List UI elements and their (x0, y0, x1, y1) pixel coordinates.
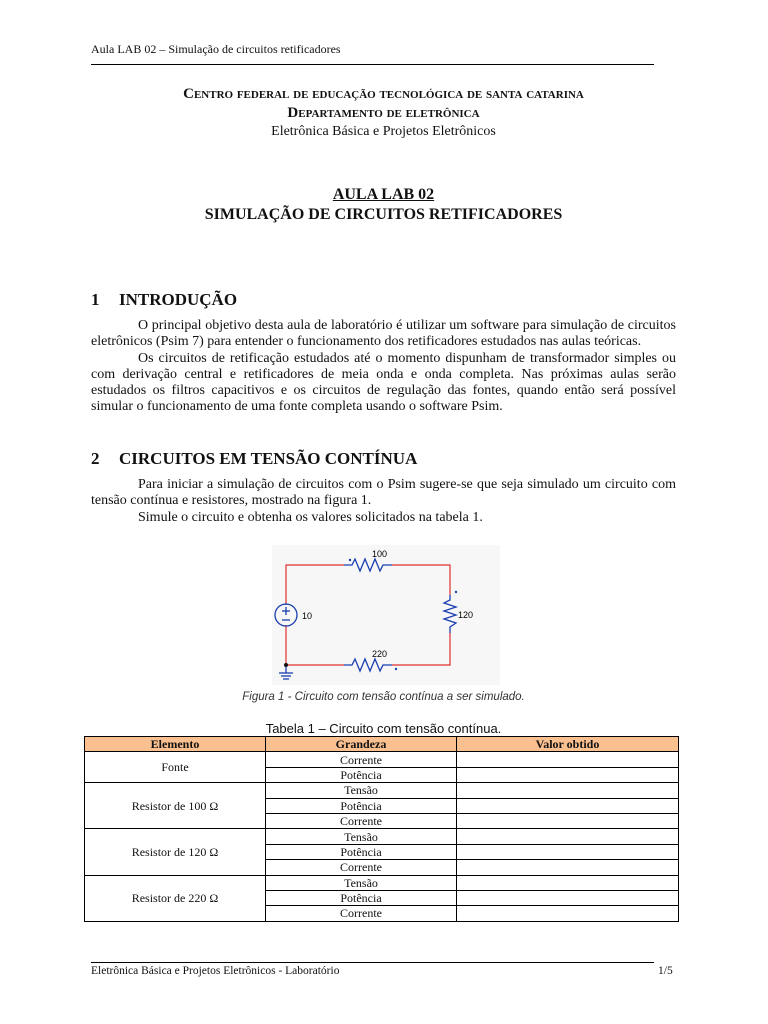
label-source: 10 (302, 611, 313, 621)
element-cell: Resistor de 100 Ω (85, 783, 266, 829)
results-table (84, 736, 679, 922)
paragraph: O principal objetivo desta aula de laboratório é utilizar um software para simulação de circuitos eletrônicos (Psim 7) para entender o funcionamento dos retificadores estudados nas aulas teóricas. (91, 318, 676, 350)
value-cell[interactable] (457, 844, 679, 859)
element-cell: Resistor de 120 Ω (85, 829, 266, 875)
quantity-cell: Potência (266, 844, 457, 859)
figure-caption: Figura 1 - Circuito com tensão contínua a ser simulado. (242, 691, 525, 703)
value-cell[interactable] (457, 875, 679, 890)
quantity-cell: Corrente (266, 906, 457, 921)
quantity-cell: Corrente (266, 752, 457, 767)
footer-text: Eletrônica Básica e Projetos Eletrônicos - Laboratório (91, 965, 340, 977)
header-divider (91, 64, 654, 65)
circuit-figure (272, 545, 500, 685)
institution-name: Centro federal de educação tecnológica de santa catarina (183, 86, 584, 102)
element-cell: Resistor de 220 Ω (85, 875, 266, 921)
value-cell[interactable] (457, 783, 679, 798)
column-header: Grandeza (266, 737, 457, 752)
node-dot (284, 663, 288, 667)
table-row (85, 829, 679, 844)
section-heading-circuitos: 2 CIRCUITOS EM TENSÃO CONTÍNUA (91, 449, 418, 468)
table-row (85, 783, 679, 798)
quantity-cell: Potência (266, 890, 457, 905)
quantity-cell: Tensão (266, 783, 457, 798)
running-header: Aula LAB 02 – Simulação de circuitos retificadores (91, 42, 341, 56)
table-header-row (85, 737, 679, 752)
column-header: Valor obtido (457, 737, 679, 752)
quantity-cell: Corrente (266, 813, 457, 828)
department-name: Departamento de eletrônica (287, 105, 480, 121)
quantity-cell: Potência (266, 798, 457, 813)
quantity-cell: Tensão (266, 875, 457, 890)
polarity-dot (395, 668, 397, 670)
lab-title: AULA LAB 02 (332, 186, 435, 203)
value-cell[interactable] (457, 798, 679, 813)
polarity-dot (349, 559, 351, 561)
paragraph: Para iniciar a simulação de circuitos com o Psim sugere-se que seja simulado um circuito com tensão contínua e resistores, mostrado na figura 1. (91, 477, 676, 509)
label-r-right: 120 (458, 610, 474, 620)
value-cell[interactable] (457, 752, 679, 767)
value-cell[interactable] (457, 813, 679, 828)
section-heading-introducao: 1 INTRODUÇÃO (91, 290, 238, 309)
quantity-cell: Potência (266, 767, 457, 782)
value-cell[interactable] (457, 890, 679, 905)
quantity-cell: Tensão (266, 829, 457, 844)
section-body-circuitos (91, 477, 676, 526)
footer-divider (91, 962, 654, 963)
column-header: Elemento (85, 737, 266, 752)
value-cell[interactable] (457, 860, 679, 875)
quantity-cell: Corrente (266, 860, 457, 875)
page-number: 1/5 (658, 965, 673, 977)
paragraph: Simule o circuito e obtenha os valores solicitados na tabela 1. (138, 509, 483, 525)
element-cell: Fonte (85, 752, 266, 783)
table-caption: Tabela 1 – Circuito com tensão contínua. (265, 721, 502, 736)
paragraph: Os circuitos de retificação estudados até o momento dispunham de transformador simples ou com derivação central e retificadores de meia onda e onda completa. Nas próximas aulas serão estudados os filtros capacitivos e os circuitos de regulação das fontes, quando então será possível simular o funcionamento de uma fonte completa usando o software Psim. (91, 350, 676, 415)
polarity-dot (455, 591, 457, 593)
course-name: Eletrônica Básica e Projetos Eletrônicos (271, 124, 496, 139)
lab-subtitle: SIMULAÇÃO DE CIRCUITOS RETIFICADORES (204, 206, 563, 223)
value-cell[interactable] (457, 906, 679, 921)
table-row (85, 752, 679, 767)
table-row (85, 875, 679, 890)
section-body-introducao (91, 318, 676, 416)
value-cell[interactable] (457, 767, 679, 782)
label-r-top: 100 (372, 549, 388, 559)
label-r-bottom: 220 (372, 649, 388, 659)
value-cell[interactable] (457, 829, 679, 844)
